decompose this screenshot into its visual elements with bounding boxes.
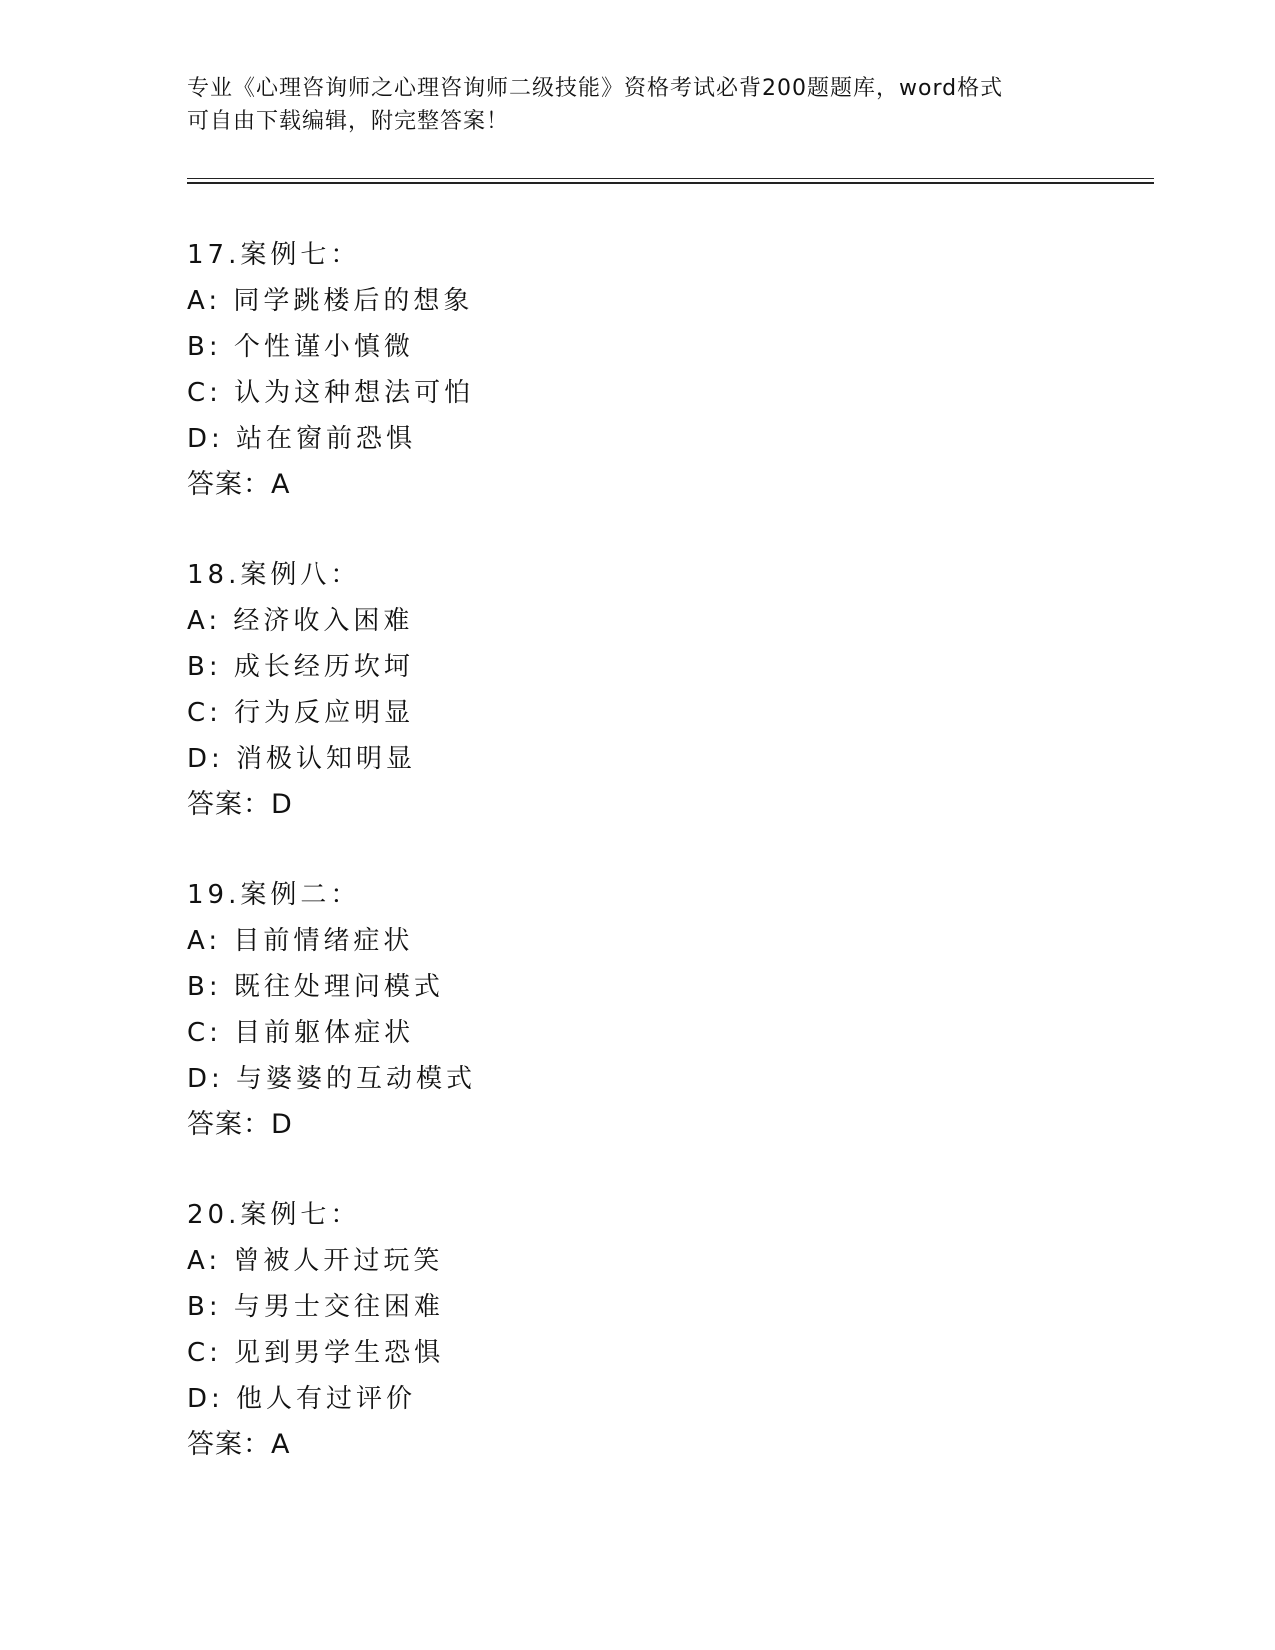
- option-d: D: 站在窗前恐惧: [187, 424, 417, 454]
- option-a: A: 同学跳楼后的想象: [187, 286, 474, 316]
- option-a: A: 曾被人开过玩笑: [187, 1246, 444, 1276]
- question-20: [187, 1198, 1087, 1474]
- question-list: [187, 238, 1087, 1518]
- header-divider-thin: [187, 178, 1154, 179]
- option-c: C: 目前躯体症状: [187, 1018, 415, 1048]
- answer: 答案：D: [187, 789, 293, 820]
- option-d: D: 与婆婆的互动模式: [187, 1064, 477, 1094]
- header-line-2: 可自由下载编辑，附完整答案！: [187, 109, 510, 134]
- question-19: [187, 878, 1087, 1154]
- header-divider-thick: [187, 182, 1154, 184]
- option-b: B: 成长经历坎坷: [187, 652, 414, 682]
- question-title: 20.案例七：: [187, 1200, 361, 1230]
- option-c: C: 见到男学生恐惧: [187, 1338, 445, 1368]
- header-line-1: 专业《心理咨询师之心理咨询师二级技能》资格考试必背200题题库，word格式: [187, 76, 1004, 101]
- question-title: 18.案例八：: [187, 560, 361, 590]
- option-b: B: 个性谨小慎微: [187, 332, 414, 362]
- answer: 答案：A: [187, 469, 291, 500]
- answer: 答案：D: [187, 1109, 293, 1140]
- option-b: B: 与男士交往困难: [187, 1292, 444, 1322]
- question-title: 17.案例七：: [187, 240, 361, 270]
- question-17: [187, 238, 1087, 514]
- option-a: A: 目前情绪症状: [187, 926, 414, 956]
- option-d: D: 消极认知明显: [187, 744, 417, 774]
- question-18: [187, 558, 1087, 834]
- option-c: C: 认为这种想法可怕: [187, 378, 475, 408]
- option-c: C: 行为反应明显: [187, 698, 415, 728]
- option-b: B: 既往处理问模式: [187, 972, 444, 1002]
- option-d: D: 他人有过评价: [187, 1384, 417, 1414]
- answer: 答案：A: [187, 1429, 291, 1460]
- question-title: 19.案例二：: [187, 880, 361, 910]
- option-a: A: 经济收入困难: [187, 606, 414, 636]
- document-header: [187, 72, 1087, 138]
